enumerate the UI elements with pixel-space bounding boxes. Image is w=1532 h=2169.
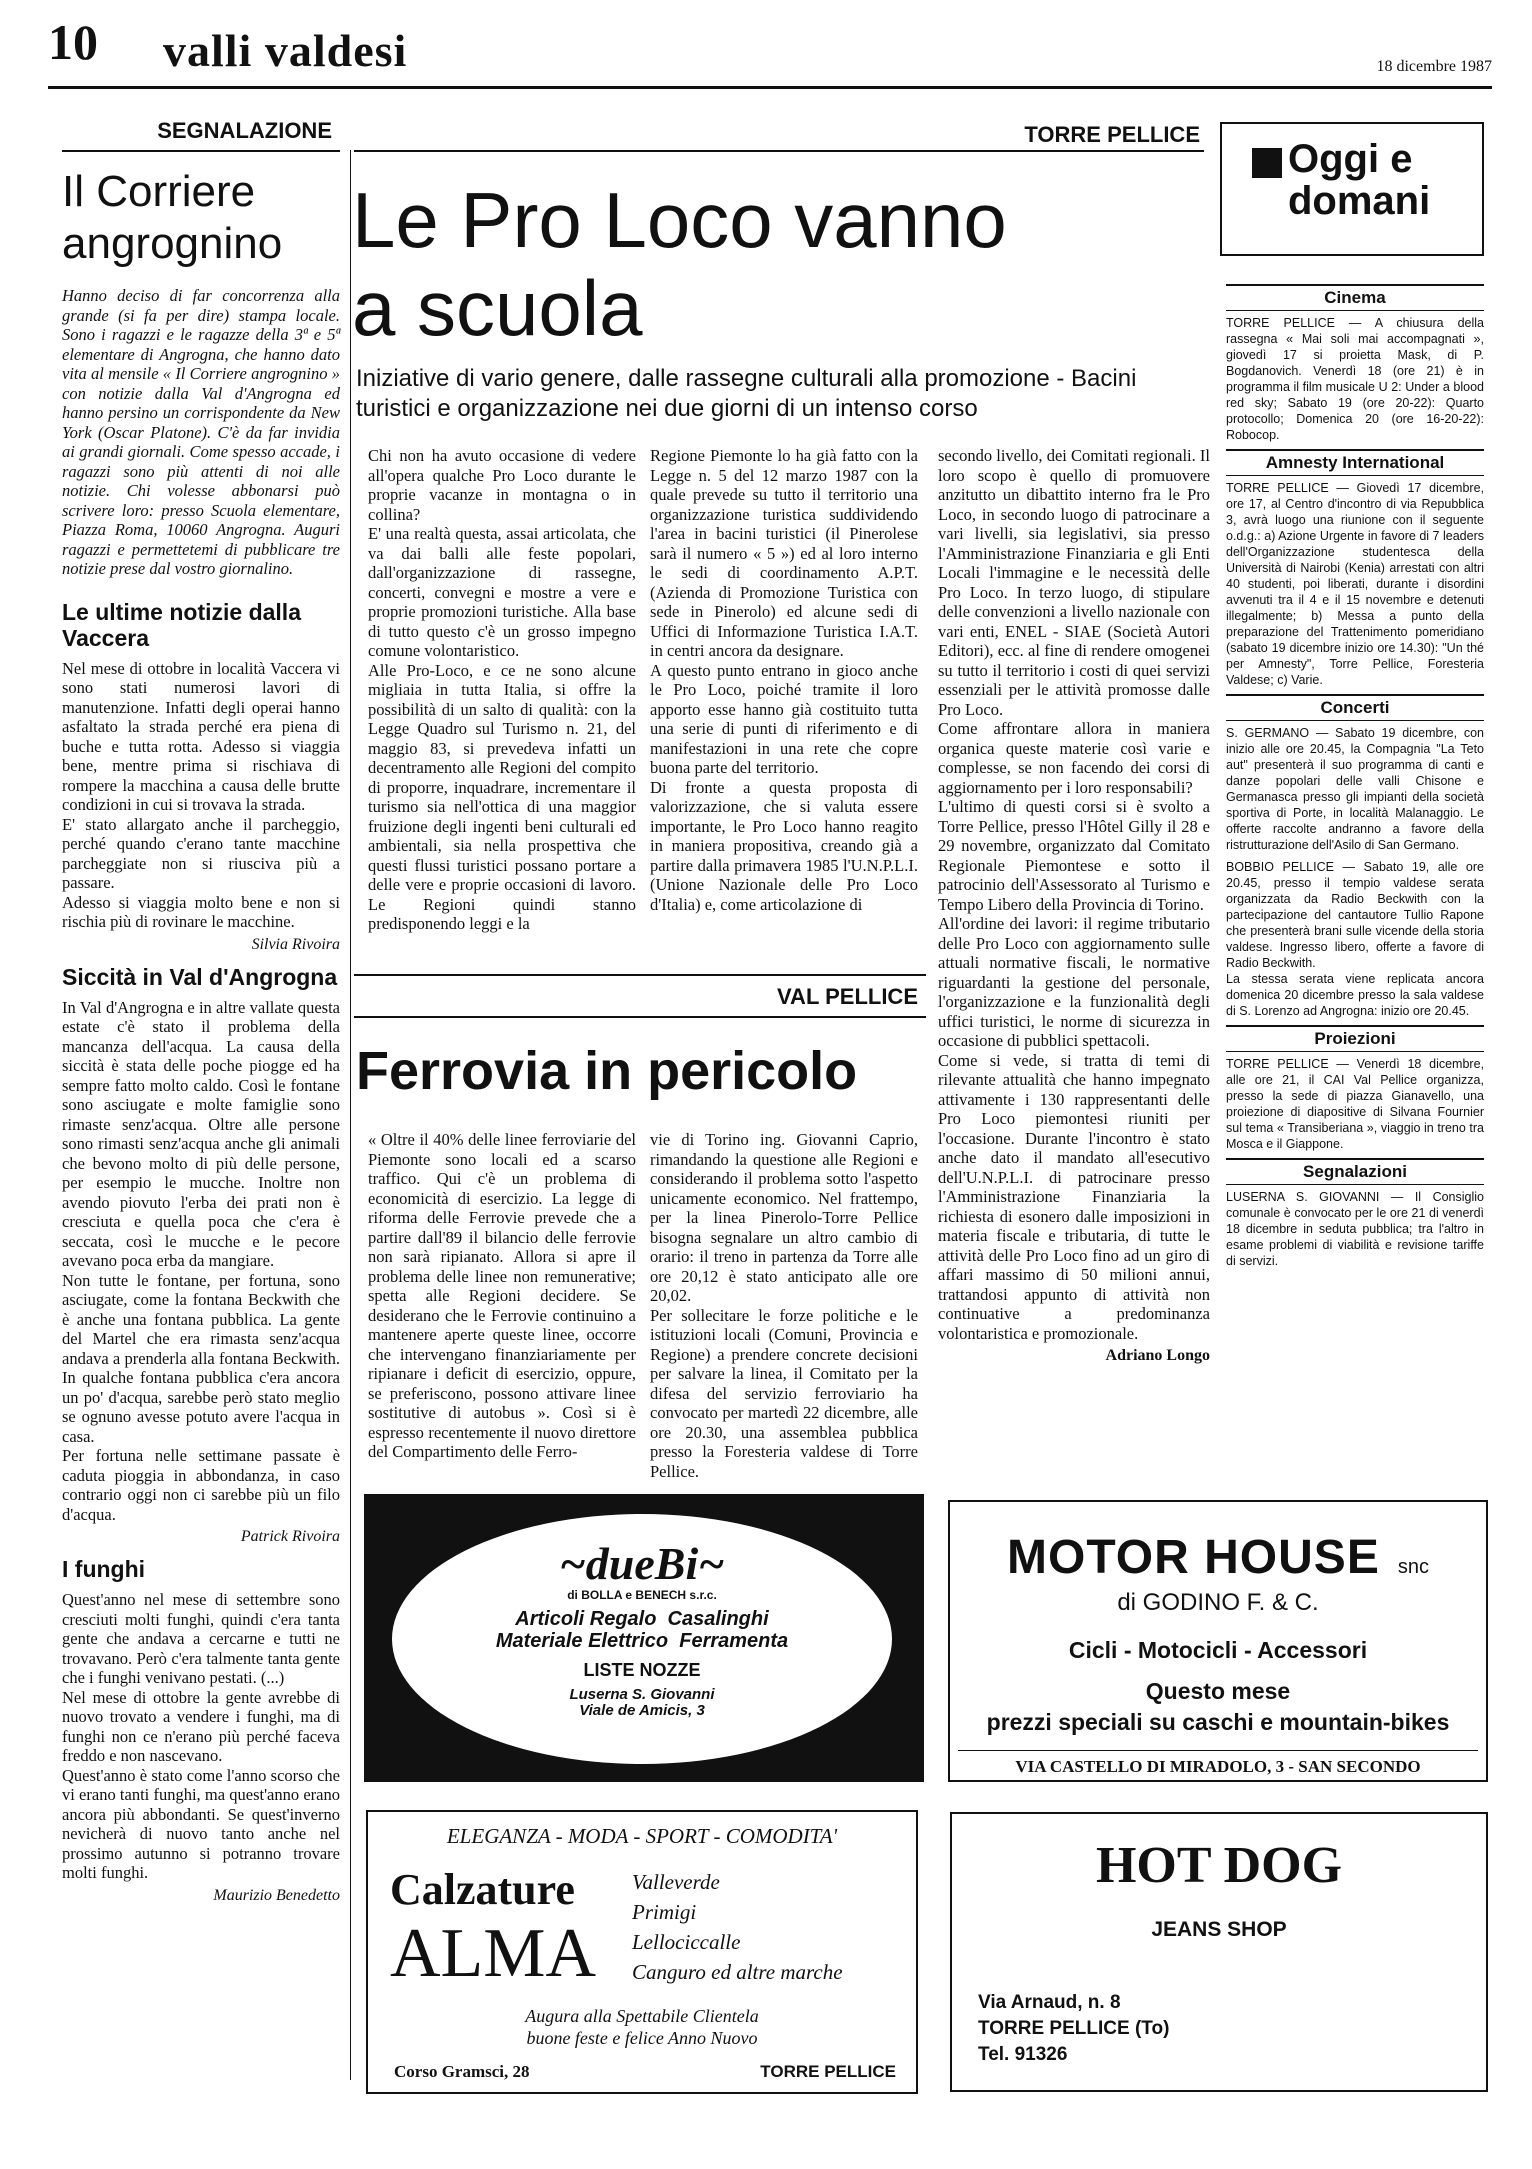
ad-hotdog-tel: Tel. 91326 [978, 2044, 1068, 2065]
page-number: 10 [48, 14, 98, 70]
article-author: Silvia Rivoira [251, 935, 340, 953]
ad-hotdog-address: TORRE PELLICE (To) [978, 2018, 1170, 2039]
article-text: secondo livello, dei Comitati regionali. Il loro scopo è quello di promuovere anzitutto un dibattito interno fra le Pro Loco, in secondo luogo di patrocinare a vari livelli, sia legislativi, sia presso l'Amministrazione Finanziaria e gli Enti Locali l'immagine e le necessità delle Pro Loco. In terzo luogo, di stipulare delle convenzioni a livello nazionale con vari enti, ENEL - SIAE (Società Autori Editori), ecc. al fine di rendere omogenei su tutto il territorio i costi di quei servizi essenziali per le attività promosse dalle Pro Loco. Come affrontare allora in maniera organica queste materie così varie e complesse, se non facendo dei corsi di aggiornamento per i loro responsabili? L'ultimo di questi corsi si è svolto a Torre Pellice, presso l'Hôtel Gilly il 28 e 29 novembre, organizzato dal Comitato Regionale Piemontese e sotto il patrocinio dell'Assessorato al Turismo e Tempo Libero della Provincia di Torino. All'ordine dei lavori: il regime tributario delle Pro Loco con aggiornamento sulle attuali normative fiscali, le normative riguardanti la gestione del personale, l'organizzazione e la funzionalità degli uffici turistici, le norme di sicurezza in occasione di pubblici spettacoli. Come si vede, si tratta di temi di rilevante attualità che hanno impegnato attivamente i 130 rappresentanti delle Pro Loco piemontesi riuniti per l'occasione. Durante l'incontro è stato anche dato il mandato all'esecutivo dell'U.N.P.L.I. di patrocinare presso l'Amministrazione Finanziaria la richiesta di esonero dalle imposizioni in materia fiscale e tributaria, di tutte le attività delle Pro Loco fino ad un giro di affari massimo di 50 milioni annui, trattandosi appunto di attività non continuative a predominanza volontaristica e promozionale. [938, 446, 1210, 1343]
square-icon [1252, 148, 1282, 178]
ferrovia-top-rule [354, 974, 926, 976]
ad-motor-suffix: snc [1397, 1556, 1429, 1578]
section-label: SEGNALAZIONE [157, 118, 332, 143]
ad-alma-tagline: ELEGANZA - MODA - SPORT - COMODITA' [446, 1824, 838, 1848]
sidebar [1226, 284, 1484, 1275]
article-title: Siccità in Val d'Angrogna [62, 963, 338, 990]
ad-motor-house [948, 1500, 1488, 1782]
ad-alma-name2: ALMA [390, 1915, 597, 1992]
ad-duebi-company: di BOLLA e BENECH s.r.c. [567, 1588, 717, 1602]
left-column [62, 118, 340, 1915]
ad-hotdog-sub: JEANS SHOP [1151, 1918, 1287, 1941]
newspaper-title: valli valdesi [163, 25, 408, 76]
ad-hotdog-name: HOT DOG [1095, 1837, 1343, 1894]
article-title: Le ultime notizie dalla Vaccera [62, 598, 301, 651]
ferrovia-section-label: VAL PELLICE [777, 984, 918, 1009]
article-author: Patrick Rivoira [240, 1528, 340, 1545]
section-rule [62, 150, 340, 152]
article-title: I funghi [62, 1556, 146, 1582]
sidebar-head-amnesty: Amnesty International [1226, 449, 1484, 476]
ferrovia-section-rule [354, 1016, 926, 1018]
sidebar-title: Oggi e domani [1288, 137, 1431, 223]
main-col-3 [938, 446, 1210, 1375]
ad-alma-address: Corso Gramsci, 28 [394, 2062, 530, 2081]
sidebar-item: TORRE PELLICE — Venerdì 18 dicembre, alle ore 21, il CAI Val Pellice organizza, presso la sede di piazza Gianavello, una proiezione di diapositive di Silvana Fournier sul tema « Transiberiana », viaggio in treno tra Mosca e il Giappone. [1226, 1057, 1484, 1151]
ad-motor-line: Cicli - Motocicli - Accessori [1068, 1637, 1368, 1663]
main-section-label: TORRE PELLICE [1024, 122, 1200, 147]
main-col-1 [368, 446, 636, 934]
article-text: Nel mese di ottobre in località Vaccera vi sono stati numerosi lavori di manutenzione. Infatti degli operai hanno asfaltato la strada perché era piena di buche e tutta rotta. Adesso si viaggia bene, mentre prima si rischiava di rompere la macchina a causa delle brutte condizioni in cui si trovava la strada. E' stato allargato anche il parcheggio, perché quando c'erano tante macchine parcheggiate non si riusciva più a passare. Adesso si viaggia molto bene e non si rischia più di rovinare le macchine. [62, 658, 340, 931]
ad-alma-brand: Lellociccalle [632, 1930, 741, 1954]
article-author: Adriano Longo [1105, 1347, 1210, 1364]
sidebar-head-segnalazioni: Segnalazioni [1226, 1158, 1484, 1185]
ad-motor-line: prezzi speciali su caschi e mountain-bikes [986, 1709, 1450, 1735]
sidebar-item: TORRE PELLICE — A chiusura della rassegna « Mai soli mai accompagnati », giovedì 17 si proietta Mask, di P. Bogdanovich. Venerdì 18 (ore 21) è in programma il film musicale U 2: Under a blood red sky; Sabato 19 (ore 20-22): Quarto protocollo; Domenica 20 (ore 16-20-22): Robocop. [1226, 316, 1484, 442]
sidebar-head-cinema: Cinema [1226, 284, 1484, 311]
ad-duebi-oval [392, 1514, 892, 1764]
issue-date: 18 dicembre 1987 [1376, 58, 1492, 75]
article-text: Quest'anno nel mese di settembre sono cresciuti molti funghi, quindi c'era tanta gente che andava a cercarne e tutti ne trovavano. Però c'era talmente tanta gente che i funghi venivano pestati. (...) Nel mese di ottobre la gente avrebbe di nuovo trovato a vendere i funghi, ma di funghi non ce n'erano più perché faceva freddo e non nascevano. Quest'anno è stato come l'anno scorso che vi erano tanti funghi, ma quest'anno erano ancora più abbondanti. Se quest'inverno nevicherà di nuovo tanto anche nel prossimo autunno si potranno trovare molti funghi. [62, 1590, 340, 1882]
main-col-2 [650, 446, 918, 914]
article-text: « Oltre il 40% delle linee ferroviarie del Piemonte sono locali ed a scarso traffico. Qui c'è un problema di economicità di esercizio. La legge di riforma delle Ferrovie prevede che a partire dall'89 il bilancio delle ferrovie non sarà ripianato. Allora si apre il problema delle linee non remunerative; spetta alle Regioni decidere. Se desiderano che le Ferrovie continuino a mantenere aperte queste linee, occorre che intervengano finanziariamente per ripianare i deficit di esercizio, oppure, se preferiscono, possono attivare linee sostitutive di autobus ». Così si è espresso recentemente il nuovo direttore del Compartimento delle Ferro- [368, 1130, 636, 1461]
article-text: Chi non ha avuto occasione di vedere all'opera qualche Pro Loco durante le proprie vacanze in montagna o in collina? E' una realtà questa, assai articolata, che va dai balli alle feste popolari, dall'organizzazione di rassegne, concerti, convegni e mostre a vere e proprie promozioni turistiche. Alla base di tutto questo c'è un grosso impegno comune volontaristico. Alle Pro-Loco, e ce ne sono alcune migliaia in tutta Italia, si offre la possibilità di un salto di qualità: con la Legge Quadro sul Turismo n. 21, del maggio 83, si prevedeva infatti un decentramento alle Regioni del compito di proporre, inquadrare, incrementare il turismo sia nell'ottica di una maggior fruizione degli ingenti beni culturali ed ambientali, sia nella prospettiva che questi flussi turistici possano portare a delle vere e proprie occasioni di lavoro. Le Regioni quindi stanno predisponendo leggi e la [368, 446, 636, 933]
ad-duebi [364, 1494, 924, 1782]
main-section-rule [354, 150, 1204, 152]
article-author: Maurizio Benedetto [213, 1886, 340, 1904]
ad-duebi-line: Materiale Elettrico Ferramenta [495, 1630, 789, 1652]
oggi-domani-box [1220, 122, 1484, 256]
ferrovia-col-2 [650, 1130, 918, 1481]
ad-hotdog-address: Via Arnaud, n. 8 [978, 1992, 1121, 2013]
ad-duebi-address: Viale de Amicis, 3 [579, 1702, 705, 1719]
sidebar-item: TORRE PELLICE — Giovedì 17 dicembre, ore 17, al Centro d'incontro di via Repubblica 3, avrà luogo una riunione con il seguente o.d.g.: a) Azione Urgente in favore di 7 leaders dell'Organizzazione studentesca della Università di Nairobi (Kenia) arrestati con altri 40 studenti, poi liberati, durante i disordini avvenuti tra il 4 e il 15 novembre e detenuti illegalmente; b) Messa a punto della preparazione del Trattenimento pomeridiano (sabato 19 dicembre inizio ore 14.30): "Un thé per Amnesty", Torre Pellice, Foresteria Valdese; c) Varie. [1226, 481, 1484, 687]
ad-duebi-address: Luserna S. Giovanni [569, 1686, 715, 1703]
ad-alma-brand: Primigi [632, 1900, 697, 1924]
article-headline: Il Corriere angrognino [62, 167, 283, 268]
ad-motor-line: Questo mese [1145, 1678, 1291, 1704]
ad-alma [366, 1810, 918, 2094]
ad-duebi-line: Articoli Regalo Casalinghi [515, 1608, 769, 1630]
article-text: In Val d'Angrogna e in altre vallate questa estate c'è stato il problema della mancanza dell'acqua. La causa della siccità è stata delle poche piogge ed ha sempre fatto molto caldo. Così le fontane sono asciugate e molte famiglie sono rimaste senz'acqua. Oltre alle persone sono rimasti senz'acqua anche gli animali che bevono molto di più delle persone, per esempio le mucche. Inoltre non avendo piovuto l'erba dei prati non è cresciuta e quella poca che c'era è seccata, così le mucche e le pecore avevano poca erba da mangiare. Non tutte le fontane, per fortuna, sono asciugate, come la fontana Beckwith che è anche una fontana pubblica. La gente del Martel che era rimasta senz'acqua andava a prenderla alla fontana Beckwith. In qualche fontana pubblica c'era ancora un po' d'acqua, sarebbe però stato meglio se ognuno avesse potuto avere l'acqua in casa. Per fortuna nelle settimane passate è caduta pioggia in abbondanza, in caso contrario oggi non ci sarebbe più un filo d'acqua. [62, 997, 340, 1524]
ad-duebi-line: LISTE NOZZE [583, 1660, 701, 1680]
sidebar-item: S. GERMANO — Sabato 19 dicembre, con inizio alle ore 20.45, la Compagnia "La Teto aut" presenterà il suo programma di canti e danze popolari delle valli Chisone e Germanasca presso gli impianti della società sportiva di Porte, in località Malanaggio. Le offerte raccolte andranno a favore della ristrutturazione dell'Asilo di San Germano. [1226, 726, 1484, 852]
masthead-rule [48, 86, 1492, 89]
main-headline: Le Pro Loco vanno a scuola [352, 176, 1007, 352]
sidebar-head-proiezioni: Proiezioni [1226, 1025, 1484, 1052]
ad-alma-greeting: Augura alla Spettabile Clientela [525, 2006, 759, 2026]
ad-hot-dog [950, 1812, 1488, 2092]
ad-alma-greeting: buone feste e felice Anno Nuovo [526, 2028, 758, 2048]
ad-duebi-name: ~dueBi~ [559, 1538, 725, 1589]
main-subheadline: Iniziative di vario genere, dalle rassegne culturali alla promozione - Bacini turistici e organizzazione nei due giorni di un intenso corso [356, 365, 1137, 422]
column-divider [350, 150, 351, 2080]
ad-alma-brand: Valleverde [632, 1870, 720, 1894]
ad-motor-name: MOTOR HOUSE [1007, 1531, 1380, 1584]
sidebar-head-concerti: Concerti [1226, 694, 1484, 721]
ad-alma-city: TORRE PELLICE [760, 2062, 896, 2081]
ad-alma-name1: Calzature [390, 1865, 575, 1914]
article-text: Regione Piemonte lo ha già fatto con la Legge n. 5 del 12 marzo 1987 con la quale prevede su tutto il territorio una organizzazione turistica suddividendo l'area in bacini turistici (il Pinerolese sarà il numero « 5 ») ed al loro interno le sedi di coordinamento A.P.T. (Azienda di Promozione Turistica con sede in Pinerolo) ed alcune sedi di Uffici di Informazione Turistica I.A.T. in centri ancora da designare. A questo punto entrano in gioco anche le Pro Loco, poiché tramite il loro apporto esse hanno già costituito tutta una serie di punti di riferimento e di manifestazioni in una rete che copre buona parte del territorio. Di fronte a questa proposta di valorizzazione, che si valuta essere importante, le Pro Loco hanno reagito in maniera propositiva, creando già a partire dalla primavera 1985 l'U.N.P.L.I. (Unione Nazionale delle Pro Loco d'Italia) e, come articolazione di [650, 446, 918, 914]
ad-motor-address: VIA CASTELLO DI MIRADOLO, 3 - SAN SECONDO [958, 1750, 1478, 1777]
ferrovia-col-1 [368, 1130, 636, 1462]
ad-alma-brand: Canguro ed altre marche [632, 1960, 843, 1984]
sidebar-item: LUSERNA S. GIOVANNI — Il Consiglio comunale è convocato per le ore 21 di venerdì 18 dicembre in seduta pubblica; tra l'altro in esame problemi di viabilità e revisione tariffe di servizi. [1226, 1190, 1484, 1268]
ad-motor-owner: di GODINO F. & C. [1117, 1589, 1319, 1616]
ferrovia-headline: Ferrovia in pericolo [356, 1041, 858, 1101]
article-intro: Hanno deciso di far concorrenza alla grande (si fa per dire) stampa locale. Sono i ragazzi e le ragazze della 3ª e 5ª elementare di Angrogna, che hanno dato vita al mensile « Il Corriere angrognino » con notizie dalla Val d'Angrogna ed hanno persino un corrispondente da New York (Oscar Platone). C'è da far invidia ai grandi giornali. Come spesso accade, i ragazzi sono più attenti di noi alle notizie. Chi volesse abbonarsi può scrivere loro: presso Scuola elementare, Piazza Roma, 10060 Angrogna. Auguri ragazzi e permettetemi di pubblicare tre notizie prese dal vostro giornalino. [62, 286, 340, 578]
article-text: vie di Torino ing. Giovanni Caprio, rimandando la questione alle Regioni e considerando il problema sotto l'aspetto unicamente economico. Nel frattempo, per la linea Pinerolo-Torre Pellice bisogna segnalare un altro cambio di orario: il treno in partenza da Torre alle ore 20,12 è stato anticipato alle ore 20,02. Per sollecitare le forze politiche e le istituzioni locali (Comuni, Provincia e Regione) a prendere concrete decisioni per salvare la linea, il Comitato per la difesa del servizio ferroviario ha convocato per martedì 22 dicembre, alle ore 20.30, una assemblea pubblica presso la Foresteria valdese di Torre Pellice. [650, 1130, 918, 1481]
sidebar-item: BOBBIO PELLICE — Sabato 19, alle ore 20.45, presso il tempio valdese serata organizzata da Radio Beckwith con la partecipazione del cantautore Tullio Rapone che presenterà brani sulle vicende della storia valdese. Ingresso libero, offerte a favore di Radio Beckwith. La stessa serata viene replicata ancora domenica 20 dicembre presso la sala valdese di S. Lorenzo ad Angrogna: inizio ore 20.45. [1226, 860, 1484, 1018]
